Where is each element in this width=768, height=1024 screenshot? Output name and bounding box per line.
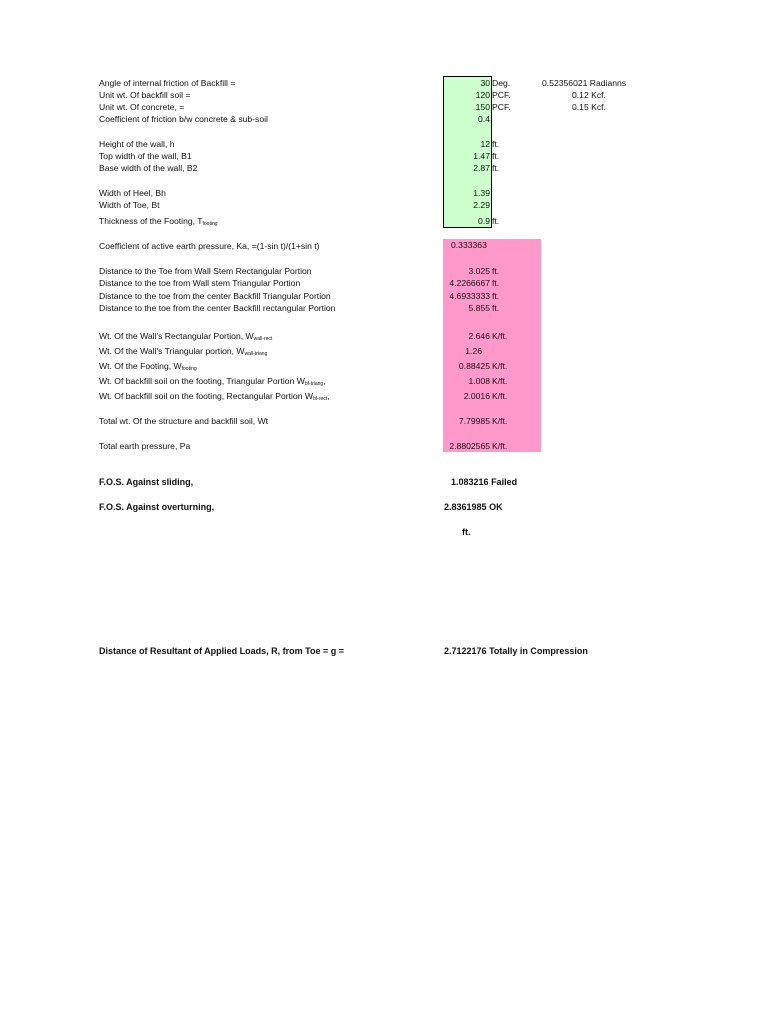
- distance-label-stem-rect: Distance to the Toe from Wall Stem Rectangular Portion: [99, 266, 312, 276]
- input-label-base-width: Base width of the wall, B2: [99, 163, 198, 173]
- input-label-footing-thickness: Thickness of the Footing, $T_{footing}$: [99, 216, 218, 227]
- distance-value-backfill-rect: 5.855: [468, 303, 490, 313]
- input-label-toe-width: Width of Toe, Bt: [99, 200, 160, 210]
- input-value-heel-width[interactable]: 1.39: [473, 188, 490, 198]
- weight-label-wall-triang: Wt. Of the Wall's Triangular portion, $W_{wall-triang}$: [99, 346, 268, 357]
- total-weight-unit: K/ft.: [492, 416, 508, 426]
- distance-unit-stem-rect: ft.: [492, 266, 500, 276]
- weight-value-footing: 0.88425: [458, 361, 490, 371]
- distance-label-stem-triang: Distance to the toe from Wall stem Triangular Portion: [99, 278, 301, 288]
- fos-overturning-label: F.O.S. Against overturning,: [99, 502, 215, 512]
- weight-label-backfill-triang: Wt. Of backfill soil on the footing, Triangular Portion $W_{bf-triang}$,: [99, 376, 326, 387]
- weight-value-wall-rect: 2.646: [468, 331, 490, 341]
- weight-value-backfill-triang: 1.008: [468, 376, 490, 386]
- input-value-footing-thickness[interactable]: 0.9: [478, 216, 490, 226]
- input-label-concrete-wt: Unit wt. Of concrete, =: [99, 102, 185, 112]
- input-value-wall-height[interactable]: 12: [480, 139, 490, 149]
- input-value-base-width[interactable]: 2.87: [473, 163, 490, 173]
- weight-unit-footing: K/ft.: [492, 361, 508, 371]
- distance-label-backfill-rect: Distance to the toe from the center Backfill rectangular Portion: [99, 303, 336, 313]
- total-pressure-value: 2.8802565: [449, 441, 490, 451]
- input-label-friction-coef: Coefficient of friction b/w concrete & sub-soil: [99, 114, 268, 124]
- input-value-friction-angle[interactable]: 30: [480, 78, 490, 88]
- input-value-toe-width[interactable]: 2.29: [473, 200, 490, 210]
- total-weight-label: Total wt. Of the structure and backfill soil, Wt: [99, 416, 269, 426]
- fos-sliding-result: 1.083216 Failed: [451, 477, 518, 487]
- fos-overturning-result: 2.8361985 OK: [444, 502, 503, 512]
- ka-label: Coefficient of active earth pressure, Ka, =(1-sin t)/(1+sin t): [99, 241, 320, 251]
- fos-sliding-label: F.O.S. Against sliding,: [99, 477, 194, 487]
- weight-value-wall-triang: 1.26: [465, 346, 482, 356]
- weight-label-wall-rect: Wt. Of the Wall's Rectangular Portion, $W_{wall-rect}$: [99, 331, 273, 342]
- weight-value-backfill-rect: 2.0016: [463, 391, 490, 401]
- input-unit-backfill-wt: PCF.: [492, 90, 511, 100]
- weight-unit-wall-rect: K/ft.: [492, 331, 508, 341]
- input-unit-footing-thickness: ft.: [492, 216, 500, 226]
- input-value-friction-coef[interactable]: 0.4: [478, 114, 490, 124]
- input-label-top-width: Top width of the wall, B1: [99, 151, 192, 161]
- stray-unit-label: ft.: [462, 527, 471, 537]
- weight-label-footing: Wt. Of the Footing, $W_{footing}$: [99, 361, 197, 372]
- weight-label-backfill-rect: Wt. Of backfill soil on the footing, Rectangular Portion $W_{bf-rect}$,: [99, 391, 330, 402]
- distance-unit-backfill-triang: ft.: [492, 291, 500, 301]
- input-unit-wall-height: ft.: [492, 139, 500, 149]
- distance-value-stem-triang: 4.2266667: [449, 278, 490, 288]
- distance-label-backfill-triang: Distance to the toe from the center Backfill Triangular Portion: [99, 291, 331, 301]
- weight-unit-backfill-triang: K/ft.: [492, 376, 508, 386]
- weight-unit-backfill-rect: K/ft.: [492, 391, 508, 401]
- ka-value: 0.333363: [451, 240, 487, 250]
- resultant-result: 2.7122176 Totally in Compression: [444, 646, 588, 656]
- total-pressure-unit: K/ft.: [492, 441, 508, 451]
- distance-value-backfill-triang: 4.6933333: [449, 291, 490, 301]
- distance-unit-backfill-rect: ft.: [492, 303, 500, 313]
- input-unit-top-width: ft.: [492, 151, 500, 161]
- input-value-top-width[interactable]: 1.47: [473, 151, 490, 161]
- concrete-kcf-value: 0.15 Kcf.: [572, 102, 606, 112]
- input-unit-friction-angle: Deg.: [492, 78, 511, 88]
- input-label-friction-angle: Angle of internal friction of Backfill =: [99, 78, 236, 88]
- total-pressure-label: Total earth pressure, Pa: [99, 441, 191, 451]
- input-label-heel-width: Width of Heel, Bh: [99, 188, 166, 198]
- input-label-wall-height: Height of the wall, h: [99, 139, 175, 149]
- resultant-label: Distance of Resultant of Applied Loads, R, from Toe = g =: [99, 646, 345, 656]
- input-value-backfill-wt[interactable]: 120: [475, 90, 490, 100]
- input-label-backfill-wt: Unit wt. Of backfill soil =: [99, 90, 191, 100]
- distance-unit-stem-triang: ft.: [492, 278, 500, 288]
- total-weight-value: 7.79985: [458, 416, 490, 426]
- distance-value-stem-rect: 3.025: [468, 266, 490, 276]
- backfill-kcf-value: 0.12 Kcf.: [572, 90, 606, 100]
- input-value-concrete-wt[interactable]: 150: [475, 102, 490, 112]
- input-unit-base-width: ft.: [492, 163, 500, 173]
- radians-value: 0.52356021 Radianns: [542, 78, 627, 88]
- input-unit-concrete-wt: PCF.: [492, 102, 511, 112]
